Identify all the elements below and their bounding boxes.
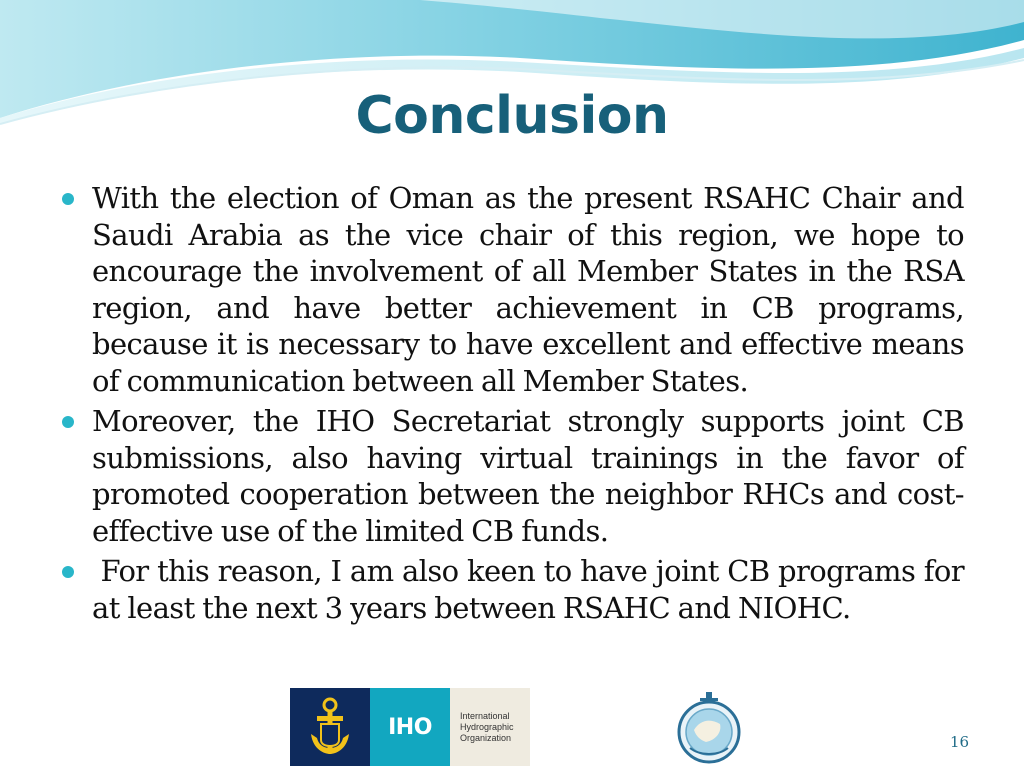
iho-name-line: Hydrographic (460, 721, 514, 732)
bullet-text: For this reason, I am also keen to have joint CB programs for at least the next 3 years between RSAHC and NIOHC. (92, 554, 972, 625)
page-number: 16 (950, 733, 970, 751)
bullet-item (60, 180, 964, 399)
iho-name-line: International (460, 710, 510, 721)
bullet-text: With the election of Oman as the present RSAHC Chair and Saudi Arabia as the vice chair of this region, we hope to encourage the involvement of all Member States in the RSA region, and have better achievement in CB programs, because it is necessary to have excellent and effective means of communication between all Member States. (92, 181, 964, 398)
bullet-item (60, 403, 964, 549)
bullet-dot-icon (62, 193, 74, 205)
iho-anchor-icon (290, 688, 370, 766)
bullet-dot-icon (62, 566, 74, 578)
bullet-text: Moreover, the IHO Secretariat strongly supports joint CB submissions, also having virtual trainings in the favor of promoted cooperation between the neighbor RHCs and cost-effective use of the limited CB funds. (92, 404, 964, 548)
bullet-list (60, 180, 972, 630)
iho-logo (290, 688, 530, 766)
slide-title: Conclusion (355, 86, 669, 146)
iho-full-name (450, 688, 530, 766)
bullet-dot-icon (62, 416, 74, 428)
rsahc-seal-icon (676, 690, 742, 764)
bullet-item (60, 553, 972, 626)
iho-abbrev: IHO (370, 688, 450, 766)
iho-name-line: Organization (460, 732, 512, 743)
